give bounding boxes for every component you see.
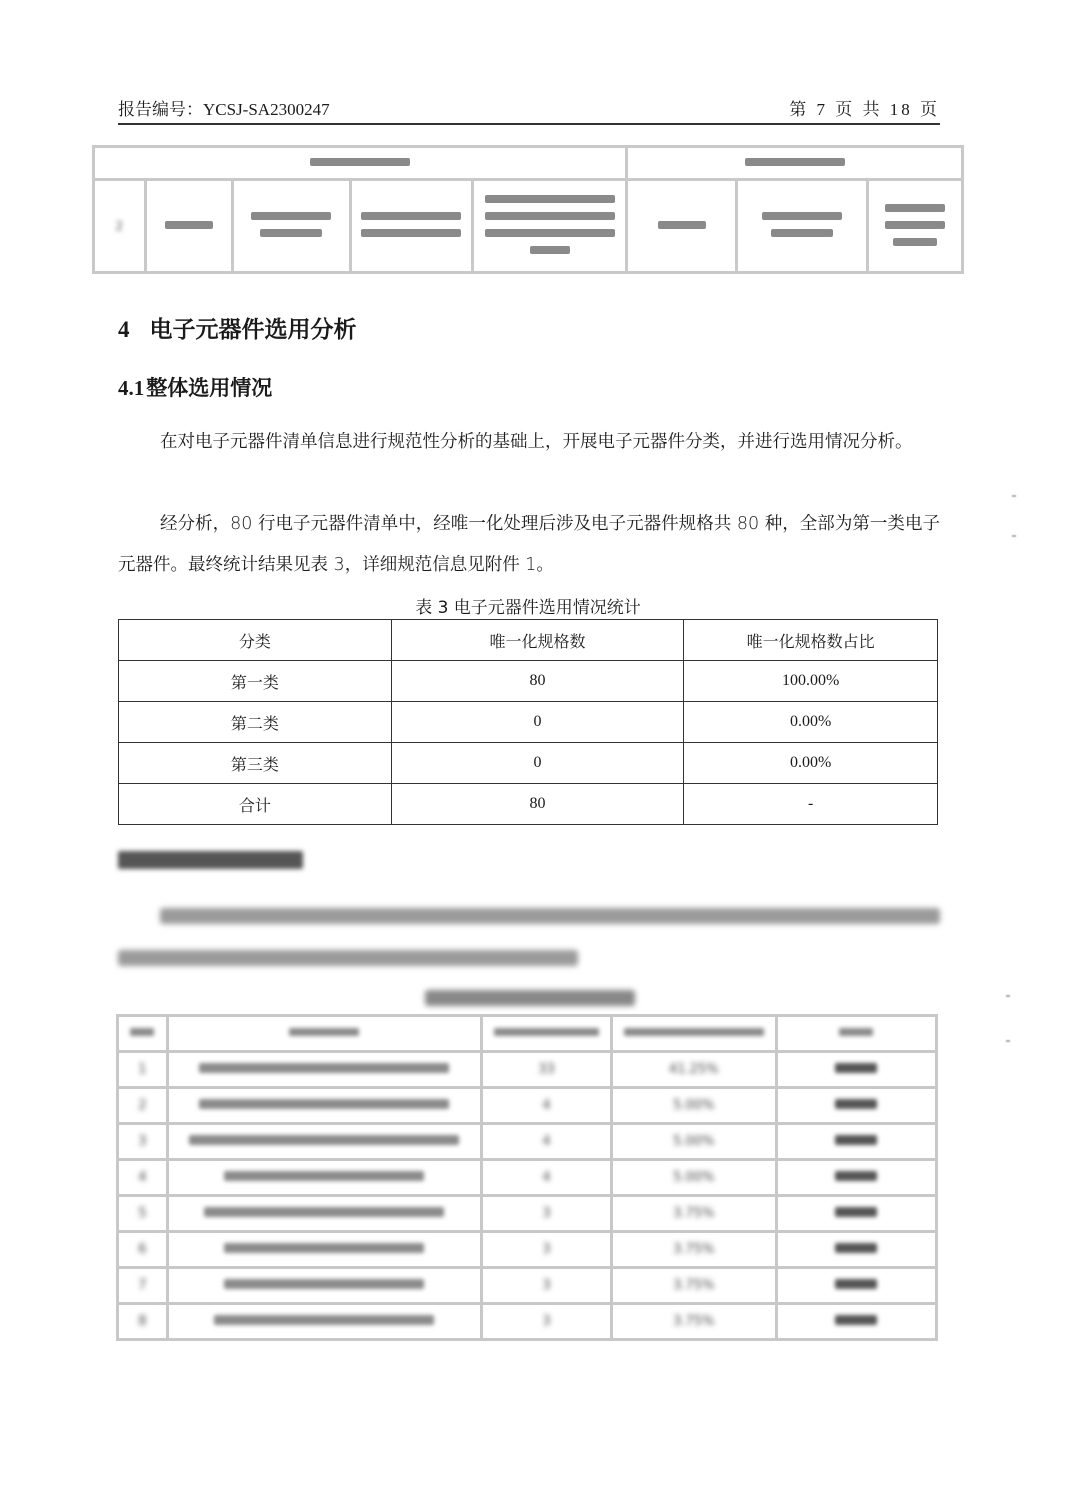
table-cell: 第一类 — [119, 661, 392, 702]
table-cell — [776, 1124, 936, 1160]
table-cell: 4 — [482, 1124, 612, 1160]
table-cell: 80 — [391, 661, 684, 702]
table-cell — [627, 180, 736, 273]
table-cell — [167, 1268, 481, 1304]
table-cell: 5 — [118, 1196, 168, 1232]
table-row — [119, 702, 938, 743]
table-group-header-row — [94, 147, 963, 180]
section-heading: 4 电子元器件选用分析 — [118, 317, 357, 343]
table-cell — [167, 1160, 481, 1196]
table-cell: 0.00% — [684, 702, 938, 743]
table-cell — [776, 1232, 936, 1268]
column-header — [776, 1016, 936, 1052]
table-header-row — [119, 620, 938, 661]
table-cell — [776, 1304, 936, 1340]
table-cell: 1 — [118, 1052, 168, 1088]
table-cell: 3.75% — [611, 1304, 776, 1340]
table-cell — [145, 180, 233, 273]
table-cell: 3 — [482, 1196, 612, 1232]
table-cell: 合计 — [119, 784, 392, 825]
table-row — [94, 180, 963, 273]
continued-table-blurred — [92, 145, 964, 274]
column-header: 唯一化规格数占比 — [684, 620, 938, 661]
column-header — [167, 1016, 481, 1052]
table-row — [119, 661, 938, 702]
table-cell: - — [684, 784, 938, 825]
table-cell: 2 — [118, 1088, 168, 1124]
paragraph-blurred — [118, 950, 940, 968]
table-cell: 80 — [391, 784, 684, 825]
table-cell: 5.00% — [611, 1160, 776, 1196]
table-cell — [167, 1088, 481, 1124]
table-cell: 5.00% — [611, 1088, 776, 1124]
table-cell: 3 — [482, 1304, 612, 1340]
table-cell: 41.25% — [611, 1052, 776, 1088]
table-cell — [776, 1052, 936, 1088]
table-row — [118, 1232, 937, 1268]
paragraph-blurred — [118, 908, 940, 926]
table-cell — [472, 180, 627, 273]
table-cell: 8 — [118, 1304, 168, 1340]
selection-statistics-table — [118, 619, 938, 825]
page-number: 第 7 页 共 18 页 — [789, 100, 940, 119]
paragraph: 在对电子元器件清单信息进行规范性分析的基础上，开展电子元器件分类，并进行选用情况分析。 — [160, 432, 913, 452]
table-caption: 表 3 电子元器件选用情况统计 — [415, 598, 641, 618]
table-cell: 5.00% — [611, 1124, 776, 1160]
table-cell: 33 — [482, 1052, 612, 1088]
table-row — [118, 1160, 937, 1196]
table-cell — [167, 1232, 481, 1268]
table-cell — [776, 1088, 936, 1124]
column-header: 唯一化规格数 — [391, 620, 684, 661]
table-row — [118, 1268, 937, 1304]
paragraph: 经分析，80 行电子元器件清单中，经唯一化处理后涉及电子元器件规格共 80 种，全部为第一类电子元器件。最终统计结果见表 3，详细规范信息见附件 1。 — [118, 514, 940, 575]
table-cell: 7 — [118, 1268, 168, 1304]
table-cell — [776, 1268, 936, 1304]
table-cell: 3.75% — [611, 1196, 776, 1232]
table-row — [118, 1088, 937, 1124]
table-cell — [776, 1160, 936, 1196]
table-cell: 第二类 — [119, 702, 392, 743]
table-cell: 4 — [118, 1160, 168, 1196]
scan-speck — [1006, 1040, 1010, 1042]
table-cell: 3.75% — [611, 1268, 776, 1304]
table-caption-blurred — [425, 990, 635, 1006]
subsection-heading-blurred — [118, 848, 303, 877]
table-cell: 4 — [482, 1160, 612, 1196]
table-cell: 6 — [118, 1232, 168, 1268]
column-header: 分类 — [119, 620, 392, 661]
table-cell — [233, 180, 351, 273]
table-cell — [350, 180, 472, 273]
table-cell: 3 — [118, 1124, 168, 1160]
group-header-right — [627, 147, 963, 180]
table-cell: 0.00% — [684, 743, 938, 784]
manufacturer-distribution-table-blurred — [116, 1014, 938, 1341]
table-row — [119, 743, 938, 784]
table-cell: 4 — [482, 1088, 612, 1124]
table-cell: 3 — [482, 1232, 612, 1268]
subsection-heading: 4.1整体选用情况 — [118, 376, 273, 400]
table-cell: 0 — [391, 702, 684, 743]
table-cell — [167, 1304, 481, 1340]
column-header — [118, 1016, 168, 1052]
table-cell: 第三类 — [119, 743, 392, 784]
table-cell — [868, 180, 963, 273]
table-cell — [736, 180, 867, 273]
table-row — [118, 1124, 937, 1160]
column-header — [482, 1016, 612, 1052]
table-row — [119, 784, 938, 825]
report-number: 报告编号：YCSJ-SA2300247 — [118, 100, 330, 119]
row-index: 2 — [94, 180, 146, 273]
scan-speck — [1012, 495, 1016, 497]
table-cell: 3 — [482, 1268, 612, 1304]
scan-speck — [1006, 995, 1010, 997]
table-cell — [776, 1196, 936, 1232]
page-header — [118, 94, 940, 125]
column-header — [611, 1016, 776, 1052]
table-cell — [167, 1124, 481, 1160]
table-cell — [167, 1052, 481, 1088]
table-row — [118, 1052, 937, 1088]
group-header-left — [94, 147, 627, 180]
table-cell: 3.75% — [611, 1232, 776, 1268]
table-cell: 0 — [391, 743, 684, 784]
table-row — [118, 1196, 937, 1232]
table-header-row — [118, 1016, 937, 1052]
scan-speck — [1012, 535, 1016, 537]
table-row — [118, 1304, 937, 1340]
table-cell: 100.00% — [684, 661, 938, 702]
table-cell — [167, 1196, 481, 1232]
